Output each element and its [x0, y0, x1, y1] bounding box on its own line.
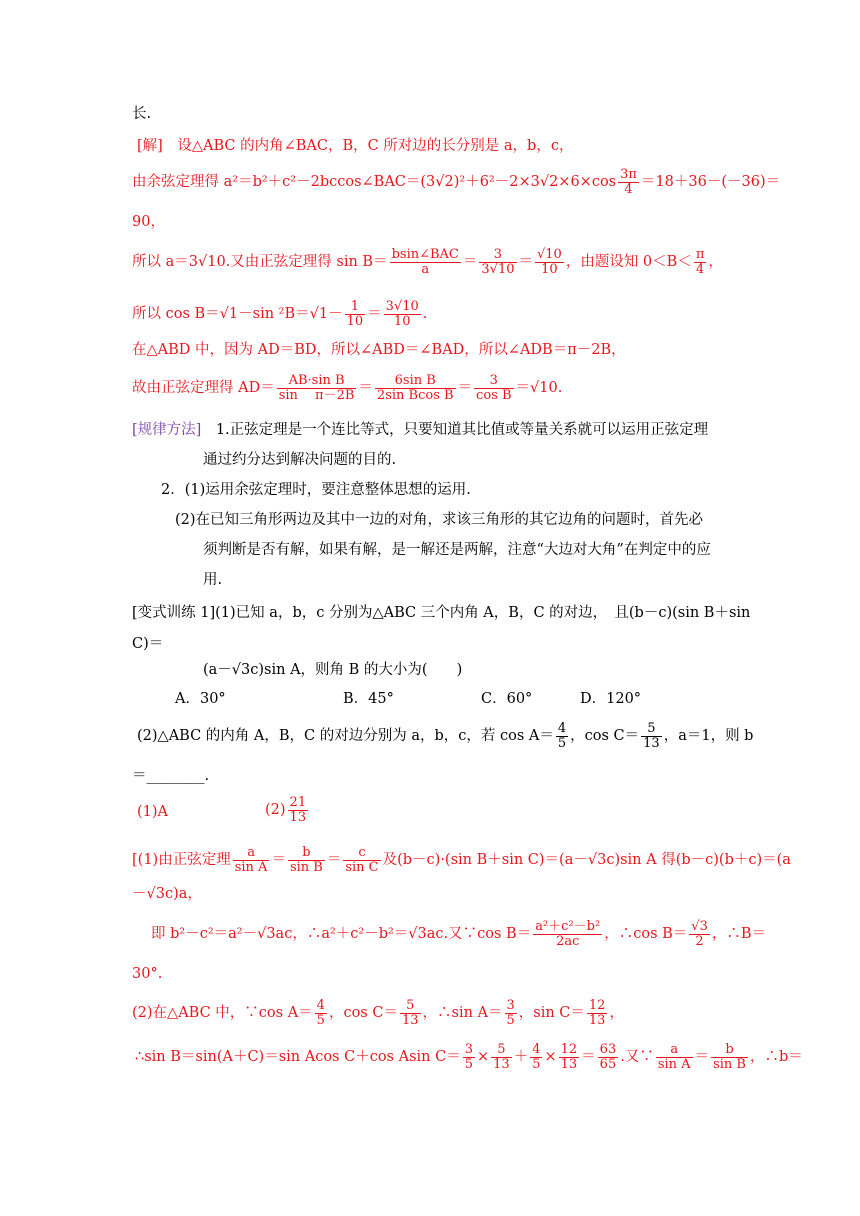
fraction: $\frac{b}{\text{sin B}}$: [713, 1042, 746, 1072]
fraction: $\frac{\text{6sin B}}{\text{2sin Bcos B}}$: [376, 373, 454, 403]
text: C)＝: [132, 636, 164, 652]
line: [203, 540, 711, 560]
method-line: [132, 420, 708, 440]
fraction: $\frac{b}{\text{sin B}}$: [289, 845, 323, 875]
line: [203, 450, 396, 470]
text: 由余弦定理得 a²＝b²＋c²－2bccos∠BAC＝(3√2)²＋6²－2×3√2×6×cos: [132, 174, 617, 191]
solution-header: [137, 136, 573, 156]
text: 2．(1)运用余弦定理时，要注意整体思想的运用.: [161, 482, 471, 498]
text: [变式训练 1](1)已知 a，b，c 分别为△ABC 三个内角 A，B，C 的对边， 且(b－c)(sin B＋sin: [132, 605, 751, 621]
answer-blank-line: [132, 766, 209, 786]
fraction: $\frac{5}{13}$: [643, 721, 660, 751]
text: ，: [708, 254, 723, 271]
text: ＝________.: [132, 768, 210, 784]
text: 长.: [132, 106, 152, 122]
fraction: $\frac{c}{\text{sin C}}$: [345, 845, 379, 875]
fraction: $\frac{\pi}{4}$: [695, 247, 705, 277]
text: 所以 cos B＝√1－sin ²B＝√1－: [132, 306, 343, 323]
line: [132, 634, 163, 654]
derivation-line: [151, 920, 766, 948]
fraction: $\frac{4}{5}$: [532, 1042, 541, 1072]
fraction: $\frac{63}{65}$: [599, 1042, 617, 1072]
text: ，a＝1，则 b: [663, 728, 754, 745]
fraction: $\frac{4}{5}$: [557, 721, 567, 751]
fraction: $\frac{\text{a²＋c²－b²}}{2ac}$: [535, 919, 601, 949]
text: 所以 a＝3√10.又由正弦定理得 sin B＝: [132, 254, 388, 271]
question-2-line: [137, 722, 753, 750]
option-d: D．120°: [580, 691, 642, 707]
line-continuation: [132, 104, 151, 124]
cosine-law-line: [132, 168, 780, 196]
fraction: $\frac{5}{13}$: [401, 998, 419, 1028]
line: [203, 660, 462, 680]
exercise-line: [132, 603, 750, 623]
line: [132, 884, 202, 904]
sin-b-line: ∴sin B＝sin(A＋C)＝sin Acos C＋cos Asin C＝ $\frac{3}{5}$ × $\frac{5}{13}$ ＋ $\frac{4}{5}$ × $\frac{12}{13}$ ＝ $\frac{63}{65}$ .又∵ $\frac{a}{\text{sin A}}$ ＝ $\frac{b}{\text{sin B}}$ ，∴b＝: [135, 1042, 803, 1072]
text: ，∴cos B＝: [604, 926, 688, 943]
fraction: $\frac{21}{13}$: [289, 795, 307, 825]
fraction: $\frac{a}{\text{sin A}}$: [657, 1042, 691, 1072]
fraction: $\frac{√10}{10}$: [537, 247, 562, 277]
text: (2)在已知三角形两边及其中一边的对角，求该三角形的其它边角的问题时，首先必: [175, 512, 704, 528]
text: 须判断是否有解，如果有解，是一解还是两解，注意“大边对大角”在判定中的应: [203, 542, 711, 558]
solution-label: [解]: [137, 138, 163, 154]
part-2-line: [132, 999, 624, 1027]
text: 30°.: [132, 966, 163, 982]
text: 通过约分达到解决问题的目的.: [203, 452, 397, 468]
fraction: $\frac{12}{13}$: [588, 998, 606, 1028]
text: －√3c)a，: [132, 886, 202, 902]
line: [161, 480, 471, 500]
line: [132, 340, 626, 360]
line: [203, 570, 222, 590]
fraction: $\frac{4}{5}$: [316, 998, 325, 1028]
option-b: B．45°: [343, 691, 394, 707]
text: [(1)由正弦定理: [132, 852, 231, 869]
sine-law-line: 所以 a＝3√10.又由正弦定理得 sin B＝ $\frac{\text{bsin∠BAC}}{a}$ ＝ $\frac{3}{3√10}$ ＝ $\frac{√10}{10}$ ，由题设知 0＜B＜ $\frac{\pi}{4}$ ，: [132, 247, 723, 277]
text: ＝18＋36－(－36)＝: [640, 174, 781, 191]
text: (2)△ABC 的内角 A，B，C 的对边分别为 a，b，c，若 cos A＝: [137, 728, 554, 745]
text: 设△ABC 的内角∠BAC，B，C 所对边的长分别是 a，b，c，: [177, 138, 574, 154]
answer-1: (1)A: [137, 804, 169, 820]
answer-2: (2) $\frac{21}{13}$: [265, 795, 307, 825]
explanation-line: [(1)由正弦定理 $\frac{a}{\text{sin A}}$ ＝ $\frac{b}{\text{sin B}}$ ＝ $\frac{c}{\text{sin C}}$ 及(b－c)·(sin B＋sin C)＝(a－√3c)sin A 得(b－c)(b＋c)＝(a: [132, 845, 791, 875]
text: ，cos C＝: [570, 728, 640, 745]
text: 即 b²－c²＝a²－√3ac，∴a²＋c²－b²＝√3ac.又∵cos B＝: [151, 926, 532, 943]
fraction: $\frac{3}{3√10}$: [481, 247, 515, 277]
text: ，sin C＝: [518, 1005, 585, 1022]
option-a: A．30°: [175, 691, 226, 707]
fraction: $\frac{1}{10}$: [346, 299, 364, 329]
fraction: $\frac{5}{13}$: [493, 1042, 510, 1072]
fraction: $\frac{3}{5}$: [464, 1042, 473, 1072]
fraction: $\frac{√3}{2}$: [691, 919, 708, 949]
text: (2)在△ABC 中，∵cos A＝: [132, 1005, 313, 1022]
text: 在△ABD 中，因为 AD＝BD，所以∠ABD＝∠BAD，所以∠ADB＝π－2B，: [132, 342, 626, 358]
fraction: $\frac{\text{bsin∠BAC}}{a}$: [391, 247, 459, 277]
line: [175, 510, 703, 530]
text: .: [422, 306, 428, 323]
fraction: $\frac{3}{\text{cos B}}$: [476, 373, 512, 403]
method-label: [规律方法]: [132, 422, 202, 438]
fraction: $\frac{3}{5}$: [506, 998, 515, 1028]
text: 及(b－c)·(sin B＋sin C)＝(a－√3c)sin A 得(b－c)(b＋c)＝(a: [382, 852, 791, 869]
option-c: C．60°: [481, 691, 533, 707]
fraction: $\frac{12}{13}$: [560, 1042, 578, 1072]
text: ，由题设知 0＜B＜: [565, 254, 692, 271]
fraction: $\frac{3\pi}{4}$: [620, 167, 637, 197]
line: [132, 964, 162, 984]
text: ∴sin B＝sin(A＋C)＝sin Acos C＋cos Asin C＝: [135, 1049, 461, 1066]
text: ＝√10.: [515, 380, 563, 397]
text: ，cos C＝: [328, 1005, 398, 1022]
fraction: $\frac{a}{\text{sin A}}$: [234, 845, 268, 875]
text: ，∴sin A＝: [422, 1005, 503, 1022]
text: ，∴B＝: [711, 926, 766, 943]
text: 90，: [132, 214, 165, 230]
text: 故由正弦定理得 AD＝: [132, 380, 275, 397]
fraction: $\frac{\text{AB·sin B}}{\text{sin π－2B}}$: [278, 373, 355, 403]
line: [132, 212, 165, 232]
fraction: $\frac{3√10}{10}$: [385, 299, 419, 329]
text: ，: [609, 1005, 624, 1022]
cos-b-line: 所以 cos B＝√1－sin ²B＝√1－ $\frac{1}{10}$ ＝ $\frac{3√10}{10}$ .: [132, 299, 428, 329]
ad-line: 故由正弦定理得 AD＝ $\frac{\text{AB·sin B}}{\text{sin π－2B}}$ ＝ $\frac{\text{6sin B}}{\text{2sin Bcos B}}$ ＝ $\frac{3}{\text{cos B}}$ ＝√10.: [132, 373, 563, 403]
text: 1.正弦定理是一个连比等式，只要知道其比值或等量关系就可以运用正弦定理: [215, 422, 709, 438]
text: 用.: [203, 572, 223, 588]
text: (a－√3c)sin A，则角 B 的大小为( ): [203, 662, 463, 678]
